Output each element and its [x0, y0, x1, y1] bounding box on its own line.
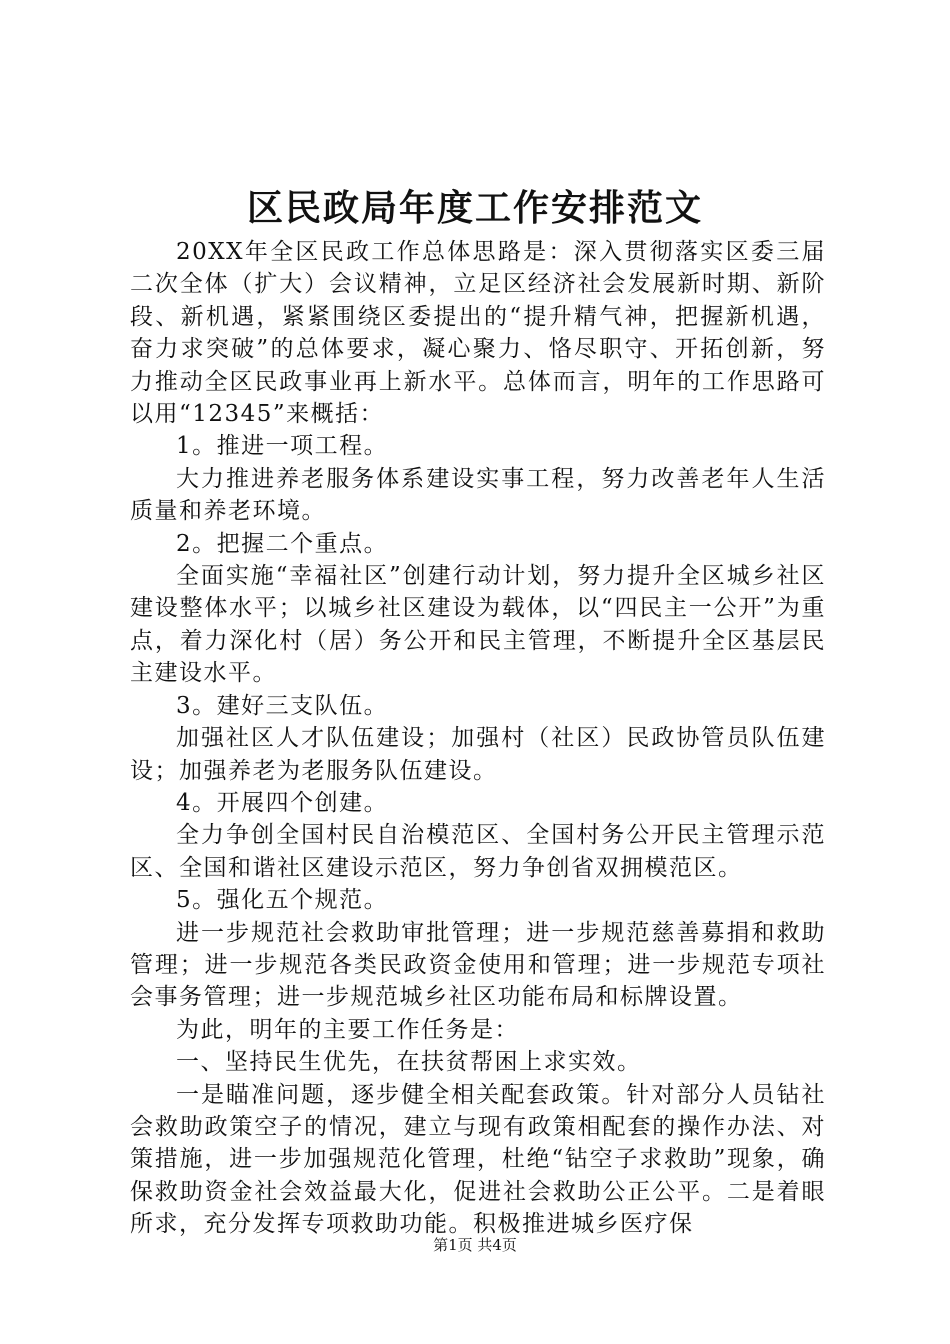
page-footer: 第1页 共4页	[433, 1236, 517, 1254]
paragraph-item-2-heading: 2。把握二个重点。	[176, 530, 389, 557]
paragraph-overview: 20XX年全区民政工作总体思路是：深入贯彻落实区委三届二次全体（扩大）会议精神，立足区经济社会发展新时期、新阶段、新机遇，紧紧围绕区委提出的“提升精气神，把握新机遇，奋力求突破”的总体要求，凝心聚力、恪尽职守、开拓创新，努力推动全区民政事业再上新水平。总体而言，明年的工作思路可以用“12345”来概括：	[130, 239, 826, 428]
document-title: 区民政局年度工作安排范文	[246, 188, 703, 229]
paragraph-item-2-detail: 全面实施“幸福社区”创建行动计划，努力提升全区城乡社区建设整体水平；以城乡社区建设为载体，以“四民主一公开”为重点，着力深化村（居）务公开和民主管理，不断提升全区基层民主建设水平。	[130, 563, 826, 687]
paragraph-item-1-heading: 1。推进一项工程。	[176, 433, 389, 460]
paragraph-task-1-detail: 一是瞄准问题，逐步健全相关配套政策。针对部分人员钻社会救助政策空子的情况，建立与现有政策相配套的操作办法、对策措施，进一步加强规范化管理，杜绝“钻空子求救助”现象，确保救助资金社会效益最大化，促进社会救助公正公平。二是着眼所求，充分发挥专项救助功能。积极推进城乡医疗保	[130, 1081, 826, 1238]
paragraph-item-3-detail: 加强社区人才队伍建设；加强村（社区）民政协管员队伍建设；加强养老为老服务队伍建设。	[130, 725, 826, 784]
paragraph-item-4-detail: 全力争创全国村民自治模范区、全国村务公开民主管理示范区、全国和谐社区建设示范区，努力争创省双拥模范区。	[130, 822, 826, 881]
paragraph-item-3-heading: 3。建好三支队伍。	[176, 692, 389, 719]
paragraph-item-5-heading: 5。强化五个规范。	[176, 887, 389, 914]
paragraph-task-1-heading: 一、坚持民生优先，在扶贫帮困上求实效。	[176, 1049, 642, 1076]
paragraph-item-1-detail: 大力推进养老服务体系建设实事工程，努力改善老年人生活质量和养老环境。	[130, 465, 826, 525]
paragraph-tasks-intro: 为此，明年的主要工作任务是：	[176, 1016, 519, 1043]
document-body	[130, 236, 826, 1241]
paragraph-item-5-detail: 进一步规范社会救助审批管理；进一步规范慈善募捐和救助管理；进一步规范各类民政资金使用和管理；进一步规范专项社会事务管理；进一步规范城乡社区功能布局和标牌设置。	[130, 919, 826, 1011]
paragraph-item-4-heading: 4。开展四个创建。	[176, 789, 389, 816]
